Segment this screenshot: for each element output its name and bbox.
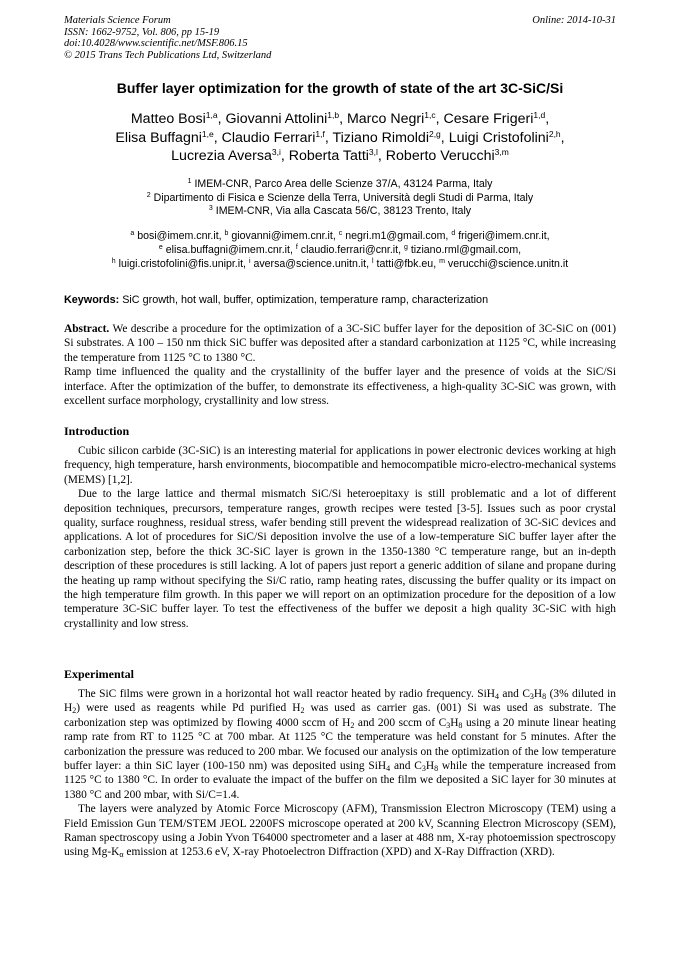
email-list <box>40 229 640 271</box>
body-paragraph: Due to the large lattice and thermal mismatch SiC/Si heteroepitaxy is still problematic and a lot of different deposition techniques, precursors, temperature ranges, growth recipes were tested [3-5]. Issues such as poor crystal quality, surface roughness, residual stress, wafer bending still prevent the widespread realization of 3C-SiC devices and applications. A lot of procedures for SiC/Si deposition involve the use of a low-temperature SiC buffer layer after the carbonization step, before the thick 3C-SiC layer is grown in the 1350-1380 °C temperature range, but an in-depth description of these procedures is still lacking. A lot of papers just report a generic addition of silane and propane during the heating up ramp without specifying the Si/C ratio, ramp heating rates, discussing the buffer quality or its impact on the high temperature film growth. In this paper we will report on an optimization procedure for the deposition of a low temperature 3C-SiC buffer layer. To test the effectiveness of the buffer we deposit a high quality 3C-SiC with high crystallinity and low stress. <box>64 488 616 630</box>
copyright-line: © 2015 Trans Tech Publications Ltd, Switzerland <box>64 49 272 61</box>
keywords-label: Keywords: <box>64 294 120 306</box>
email: $^c$ negri.m1@gmail.com, <box>338 230 449 242</box>
abstract-paragraph: We describe a procedure for the optimization of a 3C-SiC buffer layer for the deposition of 3C-SiC on (001) Si substrates. A 100 – 150 nm thick SiC buffer was deposited after a standard carbonization at 1125 °C, while increasing the temperature from 1125 °C to 1380 °C. <box>64 323 616 364</box>
author: Tiziano Rimoldi$^{2,g}$ <box>332 128 441 146</box>
introduction-body <box>64 444 616 631</box>
email: $^m$ verucchi@science.unitn.it <box>439 258 569 270</box>
journal-header <box>64 15 616 61</box>
section-heading-introduction: Introduction <box>64 424 130 438</box>
email: $^f$ claudio.ferrari@cnr.it, <box>295 244 402 256</box>
email: $^d$ frigeri@imem.cnr.it, <box>451 230 550 242</box>
author: Claudio Ferrari$^{1,f}$ <box>221 128 325 146</box>
abstract-paragraph: Ramp time influenced the quality and the crystallinity of the buffer layer and the presence of voids at the SiC/Si interface. After the optimization of the buffer, to demonstrate its effectiveness, a high-quality 3C-SiC was grown, with excellent surface morphology, crystallinity and low stress. <box>64 366 616 408</box>
keywords-text: SiC growth, hot wall, buffer, optimization, temperature ramp, characterization <box>122 294 489 306</box>
affiliation: $^1$ IMEM-CNR, Parco Area delle Scienze 37/A, 43124 Parma, Italy <box>187 178 493 190</box>
abstract-label: Abstract. <box>64 323 110 335</box>
author: Marco Negri$^{1,c}$ <box>346 110 436 127</box>
author: Luigi Cristofolini$^{2,h}$ <box>448 128 561 146</box>
journal-name: Materials Science Forum <box>64 15 171 26</box>
body-paragraph: The SiC films were grown in a horizontal hot wall reactor heated by radio frequency. SiH$_4$ and $C_3H_8$ (3% diluted in $H_2$) were used as reagents while Pd purified $H_2$ was used as carrier gas. (001) Si was used as substrate. The carbonization step was optimized by flowing 4000 sccm of $H_2$ and 200 sccm of $C_3H_8$ using a 20 minute linear heating ramp rate from RT to 1125 °C at 700 mbar. At 1125 °C the temperature was held constant for 5 minutes. After the carbonization the pressure was reduced to 200 mbar. We focused our analysis on the optimization of the low temperature buffer layer: a thin SiC layer (100-150 nm) was deposited using SiH$_4$ and $C_3H_8$ while the temperature increased from 1125 °C to 1380 °C. In order to evaluate the impact of the buffer on the film we deposited a SiC layer for 30 minutes at 1380 °C and 200 mbar, with Si/C=1.4. <box>64 688 616 801</box>
author: Giovanni Attolini$^{1,b}$ <box>225 110 340 127</box>
section-heading-experimental: Experimental <box>64 667 134 681</box>
issn-line: ISSN: 1662-9752, Vol. 806, pp 15-19 <box>64 26 220 38</box>
abstract <box>64 322 616 408</box>
email: $^g$ tiziano.rml@gmail.com, <box>403 244 522 256</box>
author: Matteo Bosi$^{1,a}$ <box>130 110 218 127</box>
affiliation: $^3$ IMEM-CNR, Via alla Cascata 56/C, 38123 Trento, Italy <box>208 205 472 218</box>
email: $^i$ aversa@science.unitn.it, <box>248 258 370 270</box>
doi-line: doi:10.4028/www.scientific.net/MSF.806.15 <box>64 38 248 50</box>
author-list: Matteo Bosi$^{1,a}$, Giovanni Attolini$^{1,b}$, Marco Negri$^{1,c}$, Cesare Frigeri$^{1,d}$, Elisa Buffagni$^{1,e}$, Claudio Ferrari$^{1,f}$, Tiziano Rimoldi$^{2,g}$, Luigi Cristofolini$^{2,h}$, Lucrezia Aversa$^{3,i}$, Roberta Tatti$^{3,l}$, Roberto Verucchi$^{3,m}$ <box>115 110 565 164</box>
experimental-body <box>64 687 616 860</box>
affiliation: $^2$ Dipartimento di Fisica e Scienze della Terra, Università degli Studi di Parma, Italy <box>146 191 534 204</box>
author: Roberto Verucchi$^{3,m}$ <box>385 147 509 164</box>
email: $^e$ elisa.buffagni@imem.cnr.it, <box>158 244 293 256</box>
body-paragraph: Cubic silicon carbide (3C-SiC) is an interesting material for applications in power electronic devices working at high frequency, high temperature, harsh environments, biocompatible and hemocompatible micro-electro-mechanical systems (MEMS) [1,2]. <box>64 445 616 486</box>
body-paragraph: The layers were analyzed by Atomic Force Microscopy (AFM), Transmission Electron Microscopy (TEM) using a Field Emission Gun TEM/STEM JEOL 2200FS microscope operated at 200 kV, Scanning Electron Microscopy (SEM), Raman spectroscopy using a Jobin Yvon T64000 spectrometer and a laser at 488 nm, X-ray photoemission spectroscopy using $Mg-K_\alpha$ emission at 1253.6 eV, X-ray Photoelectron Diffraction (XPD) and X-Ray Diffraction (XRD). <box>64 803 616 860</box>
author: Cesare Frigeri$^{1,d}$ <box>443 110 546 127</box>
keywords <box>64 293 616 307</box>
email: $^h$ luigi.cristofolini@fis.unipr.it, <box>111 258 246 270</box>
email: $^a$ bosi@imem.cnr.it, <box>130 230 222 242</box>
paper-title: Buffer layer optimization for the growth of state of the art 3C-SiC/Si <box>116 80 564 96</box>
author: Roberta Tatti$^{3,l}$ <box>288 147 378 164</box>
author: Lucrezia Aversa$^{3,i}$ <box>171 147 281 164</box>
affiliation-list <box>64 178 616 219</box>
online-date: Online: 2014-10-31 <box>532 15 616 26</box>
email: $^b$ giovanni@imem.cnr.it, <box>224 230 336 242</box>
email: $^l$ tatti@fbk.eu, <box>372 258 437 270</box>
author: Elisa Buffagni$^{1,e}$ <box>115 128 214 146</box>
